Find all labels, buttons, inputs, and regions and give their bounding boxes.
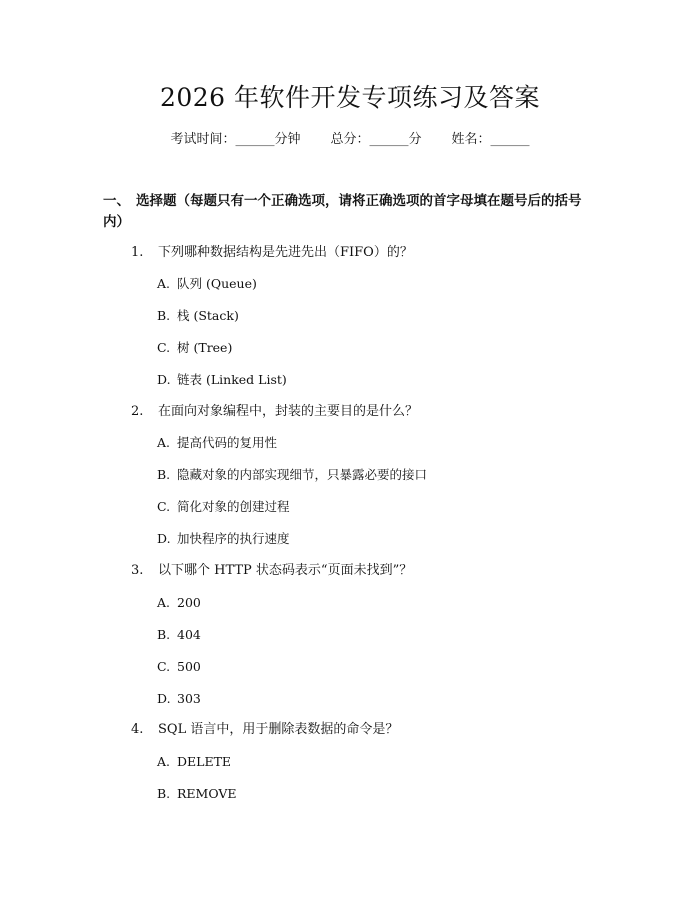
option-letter: D. (157, 372, 171, 387)
option-text: REMOVE (177, 786, 237, 801)
answer-option (157, 466, 427, 484)
answer-option (157, 530, 290, 548)
option-letter: D. (157, 691, 171, 706)
question-number: 3. (131, 563, 144, 578)
answer-option (157, 434, 277, 452)
question (131, 562, 412, 580)
answer-option (157, 658, 201, 676)
option-text: 简化对象的创建过程 (177, 499, 290, 514)
answer-option (157, 371, 287, 389)
document-title: 2026 年软件开发专项练习及答案 (159, 83, 541, 112)
section-number: 一、 (103, 193, 130, 209)
question-number: 4. (131, 722, 144, 737)
answer-option (157, 753, 231, 771)
option-letter: A. (157, 595, 171, 610)
answer-option (157, 785, 237, 803)
option-text: 队列 (Queue) (177, 276, 257, 291)
option-text: 200 (177, 595, 201, 610)
option-letter: A. (157, 754, 171, 769)
question (131, 721, 398, 739)
exam-meta (0, 131, 700, 149)
option-letter: B. (157, 627, 171, 642)
answer-option (157, 339, 232, 357)
option-text: 链表 (Linked List) (177, 372, 287, 387)
answer-option (157, 594, 201, 612)
answer-option (157, 498, 290, 516)
section-heading (103, 191, 593, 233)
answer-option (157, 690, 201, 708)
option-text: 栈 (Stack) (177, 308, 239, 323)
question-text: 在面向对象编程中，封装的主要目的是什么？ (158, 404, 419, 419)
name-field: 姓名：______ (451, 132, 530, 147)
option-letter: C. (157, 340, 171, 355)
option-text: 303 (177, 691, 201, 706)
option-text: 加快程序的执行速度 (177, 531, 290, 546)
option-letter: B. (157, 786, 171, 801)
question-text: SQL 语言中，用于删除表数据的命令是？ (158, 722, 399, 737)
option-text: 404 (177, 627, 201, 642)
question-text: 下列哪种数据结构是先进先出（FIFO）的？ (158, 245, 413, 260)
question (131, 244, 413, 262)
option-letter: D. (157, 531, 171, 546)
option-letter: C. (157, 659, 171, 674)
total-score-field: 总分：______分 (330, 132, 422, 147)
question-number: 1. (131, 245, 144, 260)
option-text: 500 (177, 659, 201, 674)
answer-option (157, 307, 239, 325)
answer-option (157, 275, 257, 293)
answer-option (157, 626, 201, 644)
section-title: 选择题（每题只有一个正确选项，请将正确选项的首字母填在题号后的括号内） (103, 193, 582, 230)
option-letter: A. (157, 276, 171, 291)
option-letter: B. (157, 308, 171, 323)
option-text: DELETE (177, 754, 232, 769)
question (131, 403, 418, 421)
option-letter: B. (157, 467, 171, 482)
option-letter: C. (157, 499, 171, 514)
option-text: 提高代码的复用性 (177, 435, 278, 450)
option-letter: A. (157, 435, 171, 450)
option-text: 树 (Tree) (177, 340, 233, 355)
question-text: 以下哪个 HTTP 状态码表示“页面未找到”？ (158, 563, 413, 578)
question-number: 2. (131, 404, 144, 419)
option-text: 隐藏对象的内部实现细节，只暴露必要的接口 (177, 467, 428, 482)
exam-time-field: 考试时间：______分钟 (170, 132, 301, 147)
